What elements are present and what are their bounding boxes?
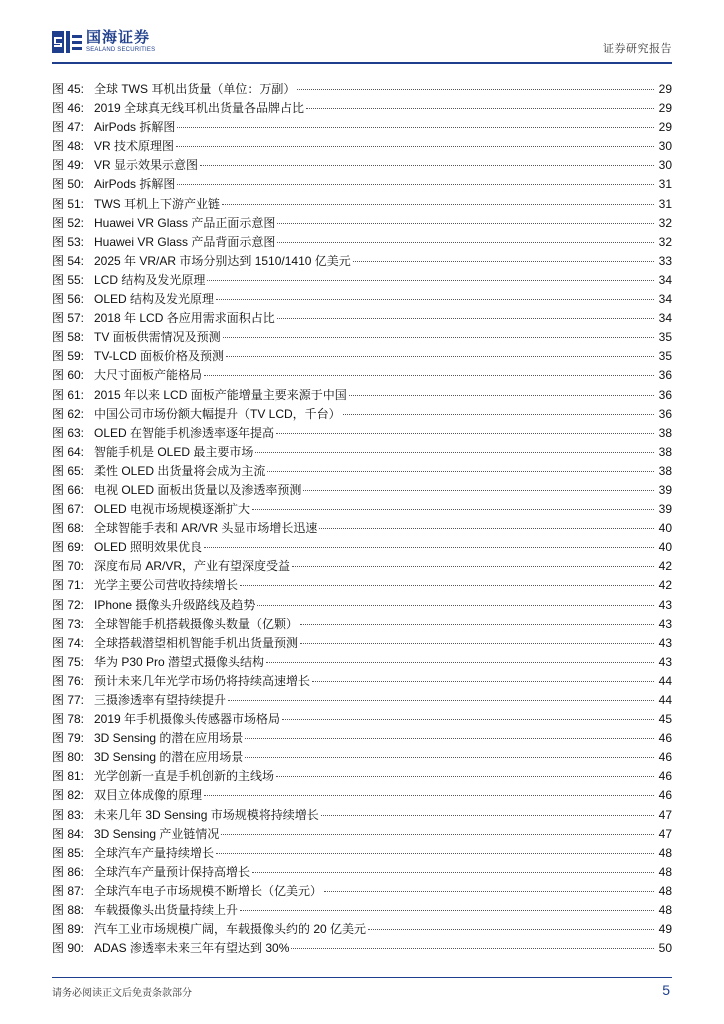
toc-page-number: 44	[658, 693, 672, 707]
toc-figure-label: 图 78:	[52, 712, 85, 727]
toc-figure-label: 图 47:	[52, 120, 85, 135]
toc-page-number: 42	[658, 559, 672, 574]
toc-entry[interactable]	[52, 653, 672, 672]
toc-figure-label: 图 67:	[52, 502, 85, 517]
toc-entry[interactable]	[52, 786, 672, 805]
toc-figure-label: 图 87:	[52, 883, 85, 898]
toc-figure-label: 图 46:	[52, 101, 85, 116]
toc-figure-title: 2019 全球真无线耳机出货量各品牌占比	[94, 101, 305, 116]
toc-figure-label: 图 58:	[52, 330, 85, 345]
toc-dot-leader	[343, 414, 654, 415]
toc-page-number: 43	[658, 654, 672, 669]
toc-entry[interactable]	[52, 939, 672, 958]
toc-figure-label: 图 82:	[52, 788, 85, 803]
toc-entry[interactable]	[52, 748, 672, 767]
toc-page-number: 36	[658, 406, 672, 421]
toc-figure-label: 图 86:	[52, 864, 85, 879]
toc-figure-title: VR 技术原理图	[94, 139, 175, 154]
toc-figure-title: 深度布局 AR/VR，产业有望深度受益	[94, 559, 291, 574]
toc-dot-leader	[277, 242, 654, 243]
toc-dot-leader	[216, 853, 654, 854]
toc-page-number: 44	[658, 673, 672, 688]
toc-figure-title: TWS 耳机上下游产业链	[94, 196, 220, 211]
toc-figure-title: 汽车工业市场规模广阔，车载摄像头约的 20 亿美元	[94, 922, 367, 937]
toc-entry[interactable]	[52, 557, 672, 576]
toc-page-number: 42	[658, 578, 672, 593]
toc-figure-title: 全球智能手机搭载摄像头数量（亿颗）	[94, 616, 299, 631]
toc-dot-leader	[228, 700, 654, 701]
toc-figure-title: TV 面板供需情况及预测	[94, 330, 221, 345]
toc-page-number: 43	[658, 635, 672, 650]
toc-page-number: 31	[658, 196, 672, 211]
toc-figure-label: 图 84:	[52, 826, 85, 841]
toc-entry[interactable]	[52, 118, 672, 137]
toc-dot-leader	[321, 815, 654, 816]
toc-figure-label: 图 66:	[52, 482, 85, 497]
toc-entry[interactable]	[52, 156, 672, 175]
toc-dot-leader	[319, 528, 654, 529]
toc-figure-title: TV-LCD 面板价格及预测	[94, 349, 225, 364]
toc-page-number: 48	[658, 864, 672, 879]
toc-dot-leader	[297, 89, 654, 90]
toc-page-number: 46	[658, 750, 672, 765]
toc-page-number: 36	[658, 368, 672, 383]
toc-entry[interactable]	[52, 175, 672, 194]
toc-dot-leader	[306, 108, 654, 109]
figure-index-list	[52, 80, 672, 958]
toc-entry[interactable]	[52, 634, 672, 653]
toc-figure-label: 图 70:	[52, 559, 85, 574]
toc-entry[interactable]	[52, 366, 672, 385]
toc-dot-leader	[255, 452, 654, 453]
toc-entry[interactable]	[52, 538, 672, 557]
toc-entry[interactable]	[52, 386, 672, 405]
toc-page-number: 46	[658, 731, 672, 746]
toc-figure-label: 图 80:	[52, 750, 85, 765]
toc-dot-leader	[177, 127, 654, 128]
toc-entry[interactable]	[52, 462, 672, 481]
toc-figure-title: 双目立体成像的原理	[94, 788, 203, 803]
toc-page-number: 39	[658, 482, 672, 497]
toc-entry[interactable]	[52, 252, 672, 271]
toc-figure-title: 全球汽车产量持续增长	[94, 845, 215, 860]
toc-figure-title: 3D Sensing 的潜在应用场景	[94, 750, 244, 765]
toc-dot-leader	[349, 395, 654, 396]
toc-figure-title: 全球汽车电子市场规模不断增长（亿美元）	[94, 883, 323, 898]
toc-page-number: 48	[658, 883, 672, 898]
toc-dot-leader	[267, 471, 654, 472]
toc-entry[interactable]	[52, 195, 672, 214]
toc-entry[interactable]	[52, 806, 672, 825]
toc-dot-leader	[277, 223, 654, 224]
toc-figure-label: 图 49:	[52, 158, 85, 173]
toc-figure-title: 2018 年 LCD 各应用需求面积占比	[94, 311, 275, 326]
toc-figure-label: 图 85:	[52, 845, 85, 860]
toc-figure-label: 图 72:	[52, 597, 85, 612]
toc-figure-title: 3D Sensing 产业链情况	[94, 826, 220, 841]
toc-figure-label: 图 54:	[52, 253, 85, 268]
toc-figure-title: 华为 P30 Pro 潜望式摄像头结构	[94, 654, 265, 669]
toc-figure-title: LCD 结构及发光原理	[94, 272, 206, 287]
toc-figure-label: 图 90:	[52, 941, 85, 956]
toc-page-number: 43	[658, 597, 672, 612]
toc-figure-title: 柔性 OLED 出货量将会成为主流	[94, 463, 266, 478]
toc-dot-leader	[282, 719, 654, 720]
toc-dot-leader	[266, 662, 654, 663]
toc-entry[interactable]	[52, 901, 672, 920]
toc-page-number: 29	[658, 101, 672, 116]
toc-entry[interactable]	[52, 271, 672, 290]
toc-entry[interactable]	[52, 500, 672, 519]
toc-figure-label: 图 45:	[52, 82, 85, 96]
toc-dot-leader	[252, 872, 654, 873]
toc-figure-title: 全球搭载潜望相机智能手机出货量预测	[94, 635, 299, 650]
toc-dot-leader	[204, 795, 654, 796]
toc-figure-title: 全球汽车产量预计保持高增长	[94, 864, 251, 879]
toc-figure-title: 未来几年 3D Sensing 市场规模将持续增长	[94, 807, 319, 822]
toc-entry[interactable]	[52, 214, 672, 233]
toc-figure-label: 图 73:	[52, 616, 85, 631]
toc-entry[interactable]	[52, 328, 672, 347]
toc-entry[interactable]	[52, 309, 672, 328]
toc-figure-title: 智能手机是 OLED 最主要市场	[94, 444, 254, 459]
toc-page-number: 38	[658, 444, 672, 459]
toc-page-number: 33	[658, 253, 672, 268]
toc-entry[interactable]	[52, 424, 672, 443]
toc-figure-title: 3D Sensing 的潜在应用场景	[94, 731, 244, 746]
toc-figure-label: 图 74:	[52, 635, 85, 650]
toc-dot-leader	[177, 184, 654, 185]
toc-page-number: 39	[658, 502, 672, 517]
toc-figure-label: 图 57:	[52, 311, 85, 326]
toc-figure-title: 三摄渗透率有望持续提升	[94, 693, 227, 707]
toc-figure-title: 光学创新一直是手机创新的主线场	[94, 769, 275, 784]
toc-dot-leader	[353, 261, 654, 262]
toc-page-number: 47	[658, 826, 672, 841]
toc-figure-label: 图 61:	[52, 387, 85, 402]
toc-figure-title: 2019 年手机摄像头传感器市场格局	[94, 712, 281, 727]
toc-figure-title: 大尺寸面板产能格局	[94, 368, 203, 383]
toc-figure-title: Huawei VR Glass 产品正面示意图	[94, 215, 276, 230]
report-type-label: 证券研究报告	[603, 43, 672, 55]
toc-page-number: 43	[658, 616, 672, 631]
toc-entry[interactable]	[52, 481, 672, 500]
toc-figure-title: AirPods 拆解图	[94, 120, 176, 135]
toc-page-number: 34	[658, 311, 672, 326]
toc-figure-title: 车载摄像头出货量持续上升	[94, 903, 239, 918]
toc-dot-leader	[257, 605, 654, 606]
toc-page-number: 35	[658, 349, 672, 364]
toc-figure-title: Huawei VR Glass 产品背面示意图	[94, 234, 276, 249]
toc-dot-leader	[300, 624, 654, 625]
toc-figure-label: 图 59:	[52, 349, 85, 364]
toc-dot-leader	[277, 318, 654, 319]
toc-dot-leader	[291, 948, 654, 949]
toc-dot-leader	[222, 204, 654, 205]
toc-figure-label: 图 51:	[52, 196, 85, 211]
toc-page-number: 32	[658, 234, 672, 249]
toc-page-number: 46	[658, 788, 672, 803]
toc-figure-label: 图 52:	[52, 215, 85, 230]
toc-entry[interactable]	[52, 347, 672, 366]
toc-page-number: 38	[658, 425, 672, 440]
toc-entry[interactable]	[52, 576, 672, 595]
sealand-logo-icon	[52, 31, 82, 53]
toc-page-number: 49	[658, 922, 672, 937]
toc-page-number: 50	[658, 941, 672, 956]
toc-figure-title: 全球智能手表和 AR/VR 头显市场增长迅速	[94, 521, 318, 536]
toc-entry[interactable]	[52, 233, 672, 252]
toc-figure-label: 图 68:	[52, 521, 85, 536]
toc-entry[interactable]	[52, 519, 672, 538]
toc-page-number: 48	[658, 845, 672, 860]
toc-page-number: 29	[658, 82, 672, 96]
toc-page-number: 30	[658, 158, 672, 173]
toc-dot-leader	[221, 834, 654, 835]
company-logo	[52, 30, 155, 53]
toc-entry[interactable]	[52, 672, 672, 691]
toc-page-number: 48	[658, 903, 672, 918]
toc-dot-leader	[312, 681, 654, 682]
toc-figure-title: OLED 照明效果优良	[94, 540, 203, 555]
toc-figure-title: AirPods 拆解图	[94, 177, 176, 192]
toc-entry[interactable]	[52, 99, 672, 118]
toc-figure-label: 图 77:	[52, 693, 85, 707]
toc-figure-title: 光学主要公司营收持续增长	[94, 578, 239, 593]
toc-dot-leader	[216, 299, 654, 300]
toc-dot-leader	[240, 585, 654, 586]
toc-entry[interactable]	[52, 882, 672, 901]
toc-figure-label: 图 62:	[52, 406, 85, 421]
toc-dot-leader	[368, 929, 654, 930]
toc-page-number: 35	[658, 330, 672, 345]
toc-figure-label: 图 71:	[52, 578, 85, 593]
logo-name-cn: 国海证券	[86, 29, 151, 46]
toc-dot-leader	[245, 738, 654, 739]
toc-figure-label: 图 79:	[52, 731, 85, 746]
toc-figure-title: 中国公司市场份额大幅提升（TV LCD，千台）	[94, 406, 341, 421]
toc-page-number: 40	[658, 540, 672, 555]
toc-figure-label: 图 76:	[52, 673, 85, 688]
toc-page-number: 34	[658, 292, 672, 307]
toc-entry[interactable]	[52, 596, 672, 615]
logo-name-en: SEALAND SECURITIES	[86, 47, 156, 53]
toc-figure-title: OLED 电视市场规模逐渐扩大	[94, 502, 251, 517]
toc-entry[interactable]	[52, 80, 672, 99]
toc-page-number: 31	[658, 177, 672, 192]
toc-figure-title: OLED 结构及发光原理	[94, 292, 215, 307]
toc-entry[interactable]	[52, 405, 672, 424]
toc-page-number: 46	[658, 769, 672, 784]
toc-figure-title: OLED 在智能手机渗透率逐年提高	[94, 425, 275, 440]
toc-dot-leader	[292, 566, 654, 567]
toc-dot-leader	[276, 776, 654, 777]
toc-dot-leader	[245, 757, 654, 758]
toc-figure-label: 图 88:	[52, 903, 85, 918]
toc-figure-title: 预计未来几年光学市场仍将持续高速增长	[94, 673, 311, 688]
toc-page-number: 36	[658, 387, 672, 402]
toc-entry[interactable]	[52, 825, 672, 844]
toc-figure-title: ADAS 渗透率未来三年有望达到 30%	[94, 941, 290, 956]
toc-figure-label: 图 75:	[52, 654, 85, 669]
toc-page-number: 32	[658, 215, 672, 230]
toc-entry[interactable]	[52, 767, 672, 786]
toc-dot-leader	[176, 146, 654, 147]
toc-entry[interactable]	[52, 290, 672, 309]
toc-entry[interactable]	[52, 844, 672, 863]
toc-entry[interactable]	[52, 729, 672, 748]
toc-figure-label: 图 50:	[52, 177, 85, 192]
header-divider	[52, 62, 672, 64]
toc-dot-leader	[303, 490, 654, 491]
toc-dot-leader	[200, 165, 654, 166]
disclaimer-note: 请务必阅读正文后免责条款部分	[52, 988, 192, 999]
toc-entry[interactable]	[52, 137, 672, 156]
toc-figure-label: 图 81:	[52, 769, 85, 784]
toc-dot-leader	[240, 910, 654, 911]
toc-figure-title: 全球 TWS 耳机出货量（单位：万副）	[94, 82, 296, 96]
toc-dot-leader	[204, 547, 654, 548]
toc-dot-leader	[204, 375, 654, 376]
toc-page-number: 30	[658, 139, 672, 154]
toc-figure-title: 电视 OLED 面板出货量以及渗透率预测	[94, 482, 302, 497]
page-header	[52, 28, 672, 60]
toc-page-number: 40	[658, 521, 672, 536]
toc-dot-leader	[300, 643, 654, 644]
toc-figure-label: 图 53:	[52, 234, 85, 249]
toc-page-number: 34	[658, 272, 672, 287]
toc-entry[interactable]	[52, 710, 672, 729]
toc-dot-leader	[223, 337, 654, 338]
toc-dot-leader	[276, 433, 654, 434]
toc-entry[interactable]	[52, 920, 672, 939]
toc-figure-label: 图 56:	[52, 292, 85, 307]
toc-entry[interactable]	[52, 863, 672, 882]
toc-page-number: 29	[658, 120, 672, 135]
toc-figure-label: 图 69:	[52, 540, 85, 555]
toc-figure-label: 图 60:	[52, 368, 85, 383]
toc-page-number: 38	[658, 463, 672, 478]
toc-figure-title: 2025 年 VR/AR 市场分别达到 1510/1410 亿美元	[94, 253, 351, 268]
toc-figure-title: IPhone 摄像头升级路线及趋势	[94, 597, 256, 612]
toc-dot-leader	[207, 280, 654, 281]
toc-figure-label: 图 83:	[52, 807, 85, 822]
toc-entry[interactable]	[52, 443, 672, 462]
toc-figure-label: 图 63:	[52, 425, 85, 440]
toc-figure-label: 图 89:	[52, 922, 85, 937]
toc-dot-leader	[324, 891, 654, 892]
toc-dot-leader	[226, 356, 654, 357]
toc-dot-leader	[252, 509, 654, 510]
toc-figure-label: 图 55:	[52, 272, 85, 287]
toc-figure-title: 2015 年以来 LCD 面板产能增量主要来源于中国	[94, 387, 347, 402]
toc-figure-label: 图 48:	[52, 139, 85, 154]
toc-figure-label: 图 65:	[52, 463, 85, 478]
toc-figure-label: 图 64:	[52, 444, 85, 459]
toc-entry[interactable]	[52, 615, 672, 634]
toc-page-number: 47	[658, 807, 672, 822]
toc-figure-title: VR 显示效果示意图	[94, 158, 199, 173]
toc-page-number: 45	[658, 712, 672, 727]
page-number: 5	[662, 982, 670, 998]
footer-divider	[52, 977, 672, 978]
toc-entry[interactable]	[52, 691, 672, 710]
